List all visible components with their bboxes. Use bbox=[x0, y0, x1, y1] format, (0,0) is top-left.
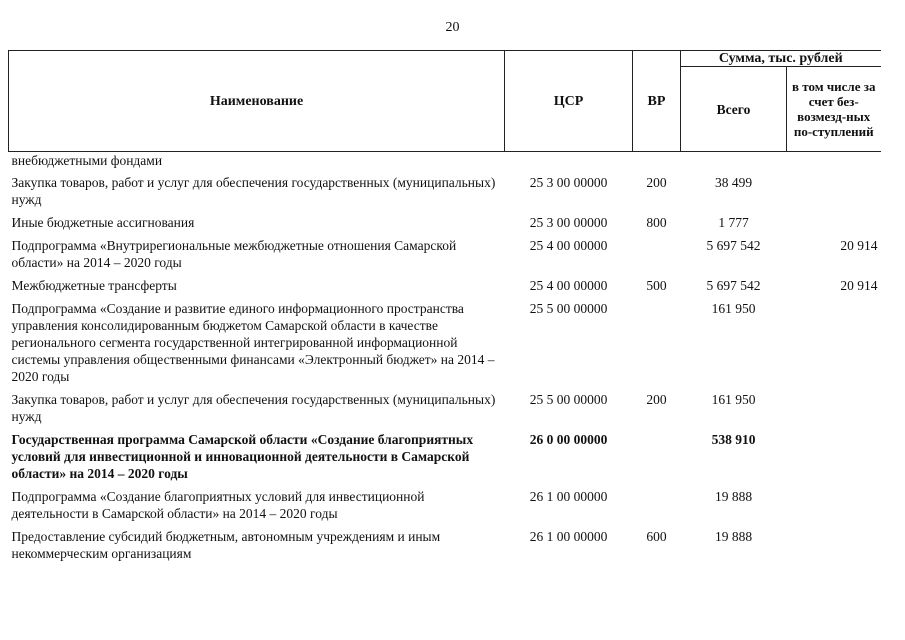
cell-csr: 26 1 00 00000 bbox=[529, 489, 608, 504]
cell-total: 538 910 bbox=[711, 432, 756, 447]
table-body bbox=[9, 152, 881, 569]
cell-grants bbox=[787, 528, 881, 568]
cell-vr: 500 bbox=[646, 278, 667, 293]
table-row bbox=[9, 431, 881, 488]
page-number: 20 bbox=[445, 20, 460, 35]
table-header bbox=[9, 51, 881, 152]
cell-csr: 25 3 00 00000 bbox=[529, 175, 608, 190]
cell-vr: 800 bbox=[646, 215, 667, 230]
cell-total: 5 697 542 bbox=[706, 238, 761, 253]
table-row bbox=[9, 152, 881, 175]
cell-grants bbox=[787, 174, 881, 214]
cell-name: Подпрограмма «Создание благоприятных условий для инвестиционной деятельности в Самарской области» на 2014 – 2020 годы bbox=[11, 489, 425, 521]
cell-grants: 20 914 bbox=[840, 278, 878, 293]
table-row bbox=[9, 391, 881, 431]
cell-grants bbox=[787, 431, 881, 488]
header-grants: в том числе за счет без-возмезд-ных по-ступлений bbox=[787, 67, 881, 152]
cell-grants bbox=[787, 214, 881, 237]
cell-total: 1 777 bbox=[718, 215, 749, 230]
table-row bbox=[9, 300, 881, 391]
budget-table bbox=[8, 50, 881, 568]
table-row bbox=[9, 488, 881, 528]
cell-vr: 200 bbox=[646, 392, 667, 407]
header-csr: ЦСР bbox=[505, 51, 633, 152]
table-row bbox=[9, 528, 881, 568]
cell-name: Закупка товаров, работ и услуг для обеспечения государственных (муниципальных) нужд bbox=[11, 175, 496, 207]
cell-vr: 600 bbox=[646, 529, 667, 544]
header-total: Всего bbox=[681, 67, 787, 152]
cell-grants: 20 914 bbox=[840, 238, 878, 253]
cell-vr bbox=[633, 488, 681, 528]
cell-grants bbox=[787, 488, 881, 528]
cell-name: Межбюджетные трансферты bbox=[11, 278, 177, 293]
cell-total: 38 499 bbox=[714, 175, 753, 190]
cell-csr: 25 3 00 00000 bbox=[529, 215, 608, 230]
cell-name: Подпрограмма «Создание и развитие единого информационного пространства управления консолидированным бюджетом Самарской области в качестве регионального сегмента государственной интегрированной информационной системы управления общественными финансами «Электронный бюджет» на 2014 – 2020 годы bbox=[11, 301, 495, 384]
table-row bbox=[9, 277, 881, 300]
cell-vr bbox=[633, 431, 681, 488]
cell-csr: 26 0 00 00000 bbox=[529, 432, 608, 447]
cell-csr: 25 4 00 00000 bbox=[529, 278, 608, 293]
cell-total: 161 950 bbox=[711, 301, 756, 316]
cell-total: 5 697 542 bbox=[706, 278, 761, 293]
cell-csr: 25 5 00 00000 bbox=[529, 301, 608, 316]
cell-grants bbox=[787, 300, 881, 391]
cell-vr bbox=[633, 237, 681, 277]
cell-grants bbox=[787, 152, 881, 175]
cell-csr: 26 1 00 00000 bbox=[529, 529, 608, 544]
cell-name: Подпрограмма «Внутрирегиональные межбюджетные отношения Самарской области» на 2014 – 2020 годы bbox=[11, 238, 457, 270]
cell-total: 19 888 bbox=[714, 489, 753, 504]
cell-csr: 25 4 00 00000 bbox=[529, 238, 608, 253]
table-row bbox=[9, 237, 881, 277]
cell-name: Государственная программа Самарской области «Создание благоприятных условий для инвестиционной и инновационной деятельности в Самарской области» на 2014 – 2020 годы bbox=[11, 432, 474, 481]
cell-csr bbox=[505, 152, 633, 175]
cell-total bbox=[681, 152, 787, 175]
cell-vr bbox=[633, 300, 681, 391]
cell-vr: 200 bbox=[646, 175, 667, 190]
header-sum-group: Сумма, тыс. рублей bbox=[681, 51, 881, 67]
table-row bbox=[9, 214, 881, 237]
cell-vr bbox=[633, 152, 681, 175]
cell-total: 19 888 bbox=[714, 529, 753, 544]
header-vr: ВР bbox=[633, 51, 681, 152]
table-row bbox=[9, 174, 881, 214]
cell-grants bbox=[787, 391, 881, 431]
cell-name: внебюджетными фондами bbox=[11, 153, 163, 168]
cell-csr: 25 5 00 00000 bbox=[529, 392, 608, 407]
cell-name: Закупка товаров, работ и услуг для обеспечения государственных (муниципальных) нужд bbox=[11, 392, 496, 424]
header-name: Наименование bbox=[9, 51, 505, 152]
cell-name: Иные бюджетные ассигнования bbox=[11, 215, 195, 230]
cell-total: 161 950 bbox=[711, 392, 756, 407]
cell-name: Предоставление субсидий бюджетным, автономным учреждениям и иным некоммерческим организациям bbox=[11, 529, 441, 561]
